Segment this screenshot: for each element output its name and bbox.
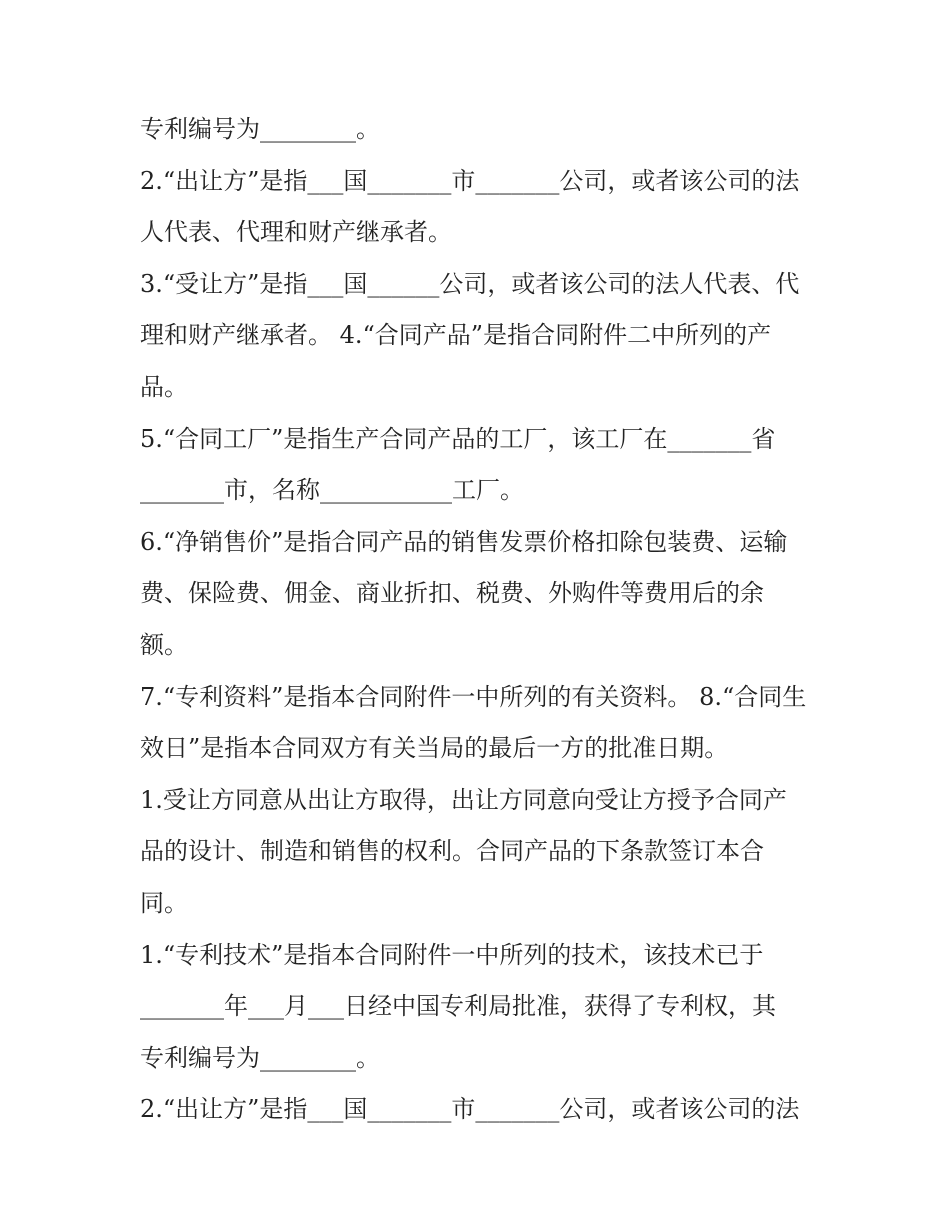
text-line: 额。 [140,630,188,659]
text-line: 专利编号为________。 [140,1043,380,1072]
text-line: 专利编号为________。 [140,115,380,143]
text-line: 费、保险费、佣金、商业折扣、税费、外购件等费用后的余 [140,579,764,608]
text-line: 人代表、代理和财产继承者。 [140,218,452,247]
text-line: 理和财产继承者。 4.“合同产品”是指合同附件二中所列的产 [140,321,772,350]
text-line: 3.“受让方”是指___国______公司，或者该公司的法人代表、代 [140,269,800,298]
text-line: 同。 [140,888,188,917]
text-line: 1.“专利技术”是指本合同附件一中所列的技术，该技术已于 [140,940,764,969]
text-line: 品。 [140,372,188,401]
text-line: _______年___月___日经中国专利局批准，获得了专利权，其 [140,992,776,1021]
text-line: 5.“合同工厂”是指生产合同产品的工厂，该工厂在_______省 [140,424,776,453]
text-line: _______市，名称___________工厂。 [140,476,524,505]
text-line: 2.“出让方”是指___国_______市_______公司，或者该公司的法 [140,1095,800,1124]
text-line: 品的设计、制造和销售的权利。合同产品的下条款签订本合 [140,837,764,866]
text-line: 2.“出让方”是指___国_______市_______公司，或者该公司的法 [140,166,800,195]
text-line: 1.受让方同意从出让方取得，出让方同意向受让方授予合同产 [140,785,787,814]
text-line: 效日”是指本合同双方有关当局的最后一方的批准日期。 [140,734,729,763]
text-line: 7.“专利资料”是指本合同附件一中所列的有关资料。 8.“合同生 [140,682,807,711]
document-body [140,104,820,1136]
text-line: 6.“净销售价”是指合同产品的销售发票价格扣除包装费、运输 [140,527,788,556]
